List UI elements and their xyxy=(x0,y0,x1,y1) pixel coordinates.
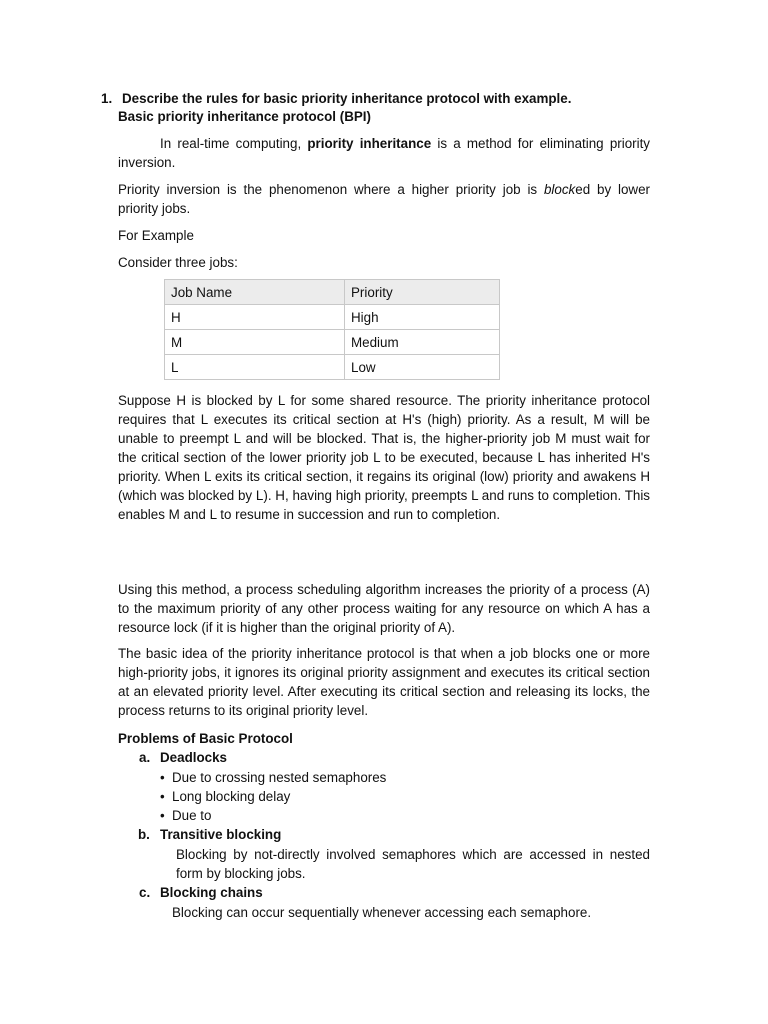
for-example-label: For Example xyxy=(118,228,194,243)
suppose-paragraph: Suppose H is blocked by L for some shared resource. The priority inheritance protocol requires that L executes its critical section at H's (high) priority. As a result, M will be unable to preempt L and will be blocked. That is, the higher-priority job M must wait for the critical section of the lower priority job L to be executed, because L has inherited H's priority. When L exits its critical section, it regains its original (low) priority and awakens H (which was blocked by L). H, having high priority, preempts L and runs to completion. This enables M and L to resume in succession and run to completion. xyxy=(118,393,650,522)
inversion-text-before: Priority inversion is the phenomenon where a higher priority job is xyxy=(118,182,544,197)
problem-b-label: b. xyxy=(138,827,150,842)
question-number: 1. xyxy=(101,91,113,106)
inversion-italic: block xyxy=(543,182,576,197)
list-item xyxy=(160,806,211,825)
intro-text-before: In real-time computing, xyxy=(160,136,308,151)
method-paragraph: Using this method, a process scheduling algorithm increases the priority of a process (A) to the maximum priority of any other process waiting for any resource on which A has a resource lock (if it is higher than the original priority of A). xyxy=(118,582,650,635)
table-row xyxy=(165,330,500,355)
bullet-icon: • xyxy=(160,808,165,823)
problem-c-text: Blocking can occur sequentially whenever accessing each semaphore. xyxy=(172,905,592,920)
problem-a-label: a. xyxy=(139,750,151,765)
bullet-icon: • xyxy=(160,789,165,804)
table-header-job-name: Job Name xyxy=(165,280,345,305)
bullet-icon: • xyxy=(160,770,165,785)
table-row xyxy=(165,355,500,380)
table-header-row xyxy=(165,280,500,305)
intro-bold-term: priority inheritance xyxy=(307,136,432,151)
question-text: Describe the rules for basic priority inheritance protocol with example. xyxy=(122,91,572,106)
table-row xyxy=(165,305,500,330)
jobs-table xyxy=(164,279,500,380)
table-cell-priority: Low xyxy=(345,355,500,380)
table-cell-priority: Medium xyxy=(345,330,500,355)
inversion-text-after: ed by lower priority jobs. xyxy=(118,182,650,216)
problem-b-title: Transitive blocking xyxy=(160,827,282,842)
bullet-text: Due to xyxy=(172,808,212,823)
problems-heading: Problems of Basic Protocol xyxy=(118,731,293,746)
table-cell-priority: High xyxy=(345,305,500,330)
intro-paragraph xyxy=(118,134,650,172)
bullet-text: Long blocking delay xyxy=(172,789,291,804)
basic-idea-paragraph: The basic idea of the priority inheritance protocol is that when a job blocks one or more high-priority jobs, it ignores its original priority assignment and executes its critical section at an elevated priority level. After executing its critical section and releasing its locks, the process returns to its original priority level. xyxy=(118,646,650,718)
bullet-text: Due to crossing nested semaphores xyxy=(172,770,387,785)
section-title: Basic priority inheritance protocol (BPI) xyxy=(118,109,371,124)
problem-a-title: Deadlocks xyxy=(160,750,227,765)
table-cell-job: L xyxy=(165,355,345,380)
table-header-priority: Priority xyxy=(345,280,500,305)
list-item xyxy=(160,787,290,806)
intro-text-after: is a method for eliminating priority inversion. xyxy=(118,136,650,170)
problem-c-label: c. xyxy=(139,885,151,900)
list-item xyxy=(160,768,386,787)
table-cell-job: M xyxy=(165,330,345,355)
consider-label: Consider three jobs: xyxy=(118,255,238,270)
problem-c-title: Blocking chains xyxy=(160,885,263,900)
problem-b-text: Blocking by not-directly involved semaphores which are accessed in nested form by blocking jobs. xyxy=(176,847,650,881)
table-cell-job: H xyxy=(165,305,345,330)
inversion-paragraph xyxy=(118,180,650,218)
